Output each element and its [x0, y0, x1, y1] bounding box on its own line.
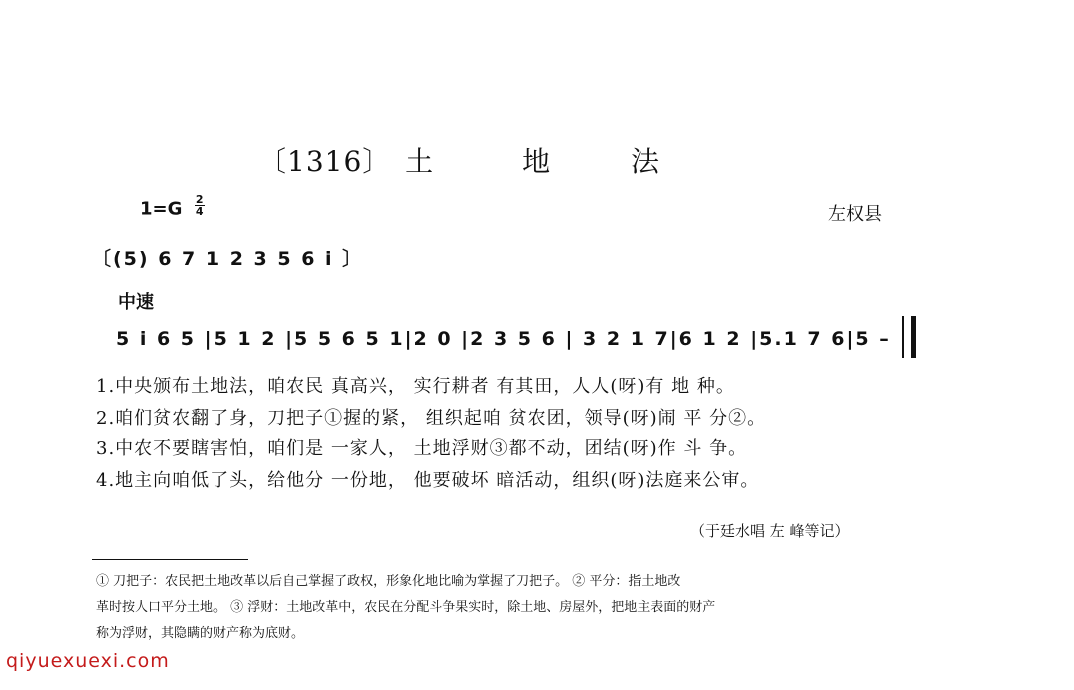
footnote-line-3: 称为浮财，其隐瞒的财产称为底财。 [96, 626, 305, 641]
footnote-line-2: 革时按人口平分土地。 ③ 浮财：土地改革中，农民在分配斗争果实时，除土地、房屋外，把地主表面的财产 [96, 600, 716, 615]
lyric-line-1: 1.中央颁布土地法，咱农民 真高兴， 实行耕者 有其田，人人(呀)有 地 种。 [96, 376, 735, 397]
song-title [258, 140, 660, 180]
title-char-2: 地 [522, 145, 552, 178]
intro-notation: 〔(5) 6 7 1 2 3 5 6 i 〕 [92, 248, 364, 270]
tempo-label: 中速 [118, 292, 154, 313]
song-number: 〔1316〕 [258, 145, 392, 178]
title-char-1: 土 [405, 145, 435, 178]
title-char-3: 法 [631, 145, 661, 178]
time-bottom: 4 [195, 205, 204, 218]
lyric-line-4: 4.地主向咱低了头，给他分 一份地， 他要破坏 暗活动，组织(呀)法庭来公审。 [96, 470, 760, 491]
time-signature [195, 194, 205, 217]
footnote-divider [92, 559, 248, 560]
final-barline [902, 316, 916, 358]
melody-notation: 5 i 6 5 |5 1 2 |5 5 6 5 1|2 0 |2 3 5 6 | 3 2 1 7|6 1 2 |5.1 7 6|5 – [116, 328, 891, 350]
watermark: qiyuexuexi.com [6, 650, 170, 672]
place-label: 左权县 [828, 204, 882, 225]
key-signature [140, 193, 205, 221]
key-label: 1=G [140, 198, 183, 220]
lyric-line-2: 2.咱们贫农翻了身，刀把子①握的紧， 组织起咱 贫农团，领导(呀)闹 平 分②。 [96, 408, 767, 429]
lyric-line-3: 3.中农不要瞎害怕，咱们是 一家人， 土地浮财③都不动，团结(呀)作 斗 争。 [96, 438, 748, 459]
footnote-line-1: ① 刀把子：农民把土地改革以后自己掌握了政权，形象化地比喻为掌握了刀把子。 ② 平分：指土地改 [96, 574, 681, 589]
credit-line: （于廷水唱 左 峰等记） [690, 522, 850, 540]
time-top: 2 [195, 193, 204, 206]
